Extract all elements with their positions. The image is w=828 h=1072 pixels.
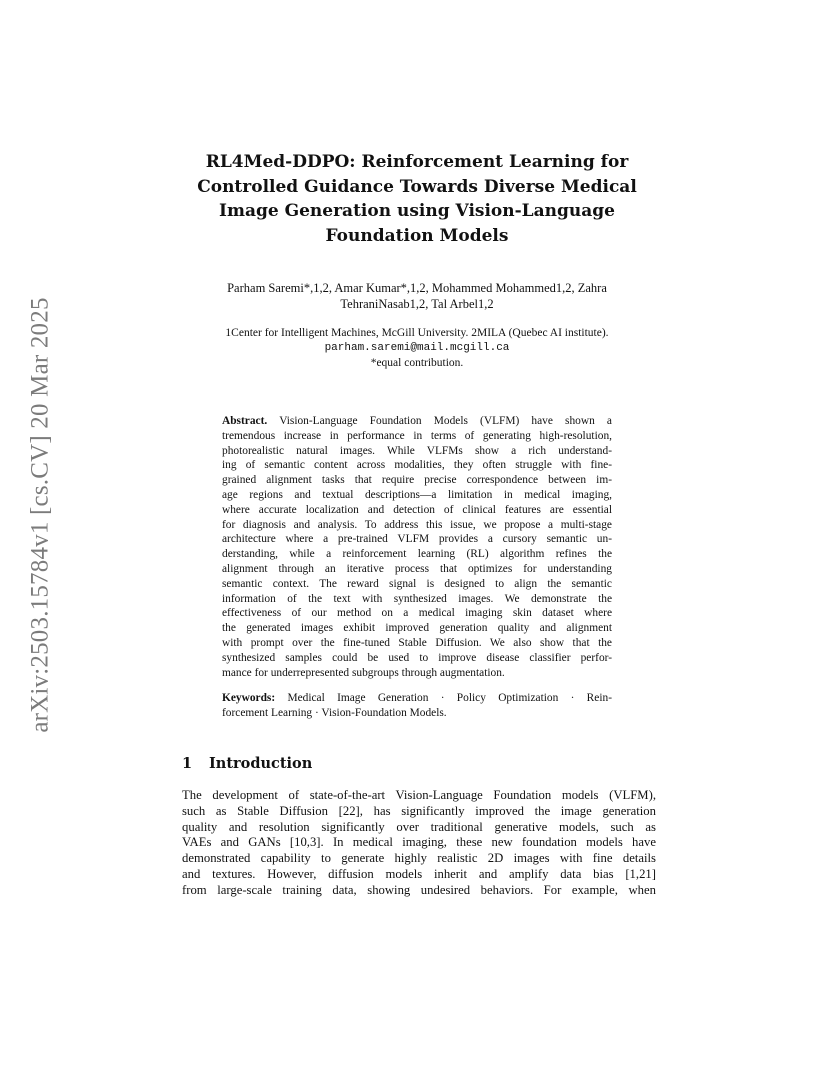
abstract-line: ing of semantic content across modalities, they often struggle with fine- — [222, 459, 612, 472]
abstract-line: where accurate localization and detection of clinical features are essential — [222, 503, 612, 516]
introduction-paragraph — [182, 788, 656, 899]
abstract-line — [222, 414, 612, 429]
abstract-line: tremendous increase in performance in terms of generating high-resolution, — [222, 429, 612, 442]
contact-email[interactable]: parham.saremi@mail.mcgill.ca — [324, 342, 510, 354]
paper-page — [182, 150, 656, 899]
abstract-line: derstanding, while a reinforcement learning (RL) algorithm refines the — [222, 548, 612, 561]
abstract-line: alignment through an iterative process that optimizes for understanding — [222, 562, 612, 575]
keywords-line — [222, 691, 612, 706]
equal-contribution-note: *equal contribution. — [370, 357, 464, 369]
section-title: Introduction — [209, 754, 313, 772]
section-heading — [182, 755, 652, 772]
abstract-line: the generated images exhibit improved generation quality and alignment — [222, 622, 612, 635]
abstract-line: mance for underrepresented subgroups through augmentation. — [222, 666, 505, 679]
abstract-line: photorealistic natural images. While VLFMs show a rich understand- — [222, 444, 612, 457]
keywords-line: forcement Learning · Vision-Foundation Models. — [222, 707, 447, 720]
body-line: demonstrated capability to generate highly realistic 2D images with fine details — [182, 851, 656, 866]
body-line: The development of state-of-the-art Vision-Language Foundation models (VLFM), — [182, 787, 656, 802]
abstract-line: grained alignment tasks that require precise correspondence between im- — [222, 474, 612, 487]
body-line: such as Stable Diffusion [22], has significantly improved the image generation — [182, 803, 656, 818]
abstract-line: for diagnosis and analysis. To address this issue, we propose a multi-stage — [222, 518, 612, 531]
abstract-text: Vision-Language Foundation Models (VLFM) have shown a — [279, 415, 612, 427]
author-line: Parham Saremi*,1,2, Amar Kumar*,1,2, Mohammed Mohammed1,2, Zahra — [227, 281, 607, 295]
title-line: Image Generation using Vision-Language — [219, 201, 615, 221]
body-line: and textures. However, diffusion models inherit and amplify data bias [1,21] — [182, 866, 656, 881]
paper-title — [182, 150, 652, 248]
abstract-line: information of the text with synthesized images. We demonstrate the — [222, 592, 612, 605]
author-line: TehraniNasab1,2, Tal Arbel1,2 — [340, 297, 494, 311]
author-list — [182, 280, 652, 312]
section-number: 1 — [182, 754, 193, 772]
arxiv-identifier: arXiv:2503.15784v1 [cs.CV] 20 Mar 2025 — [27, 297, 55, 733]
abstract-line: with prompt over the fine-tuned Stable Diffusion. We also show that the — [222, 636, 612, 649]
arxiv-sidebar-stamp — [24, 270, 58, 760]
keywords-label: Keywords: — [222, 692, 276, 705]
abstract-line: architecture where a pre-trained VLFM provides a cursory semantic un- — [222, 533, 612, 546]
abstract-label: Abstract. — [222, 415, 268, 427]
body-line: quality and resolution significantly over traditional generative models, such as — [182, 819, 656, 834]
abstract-line: age regions and textual descriptions—a limitation in medical imaging, — [222, 488, 612, 501]
body-line: VAEs and GANs [10,3]. In medical imaging, these new foundation models have — [182, 835, 656, 850]
title-line: Foundation Models — [325, 225, 509, 246]
affiliation: 1Center for Intelligent Machines, McGill University. 2MILA (Quebec AI institute). — [225, 327, 609, 339]
keywords — [222, 691, 612, 721]
title-line: Controlled Guidance Towards Diverse Medical — [197, 176, 637, 197]
abstract-line: synthesized samples could be used to improve disease classifier perfor- — [222, 651, 612, 664]
abstract — [222, 414, 612, 721]
abstract-line: effectiveness of our method on a medical imaging skin dataset where — [222, 607, 612, 620]
title-line: RL4Med-DDPO: Reinforcement Learning for — [205, 152, 629, 172]
keywords-text: Medical Image Generation · Policy Optimization · Rein- — [287, 692, 612, 705]
affiliation-block — [182, 326, 652, 371]
body-line: from large-scale training data, showing undesired behaviors. For example, when — [182, 882, 656, 897]
abstract-line: semantic context. The reward signal is designed to align the semantic — [222, 577, 612, 590]
